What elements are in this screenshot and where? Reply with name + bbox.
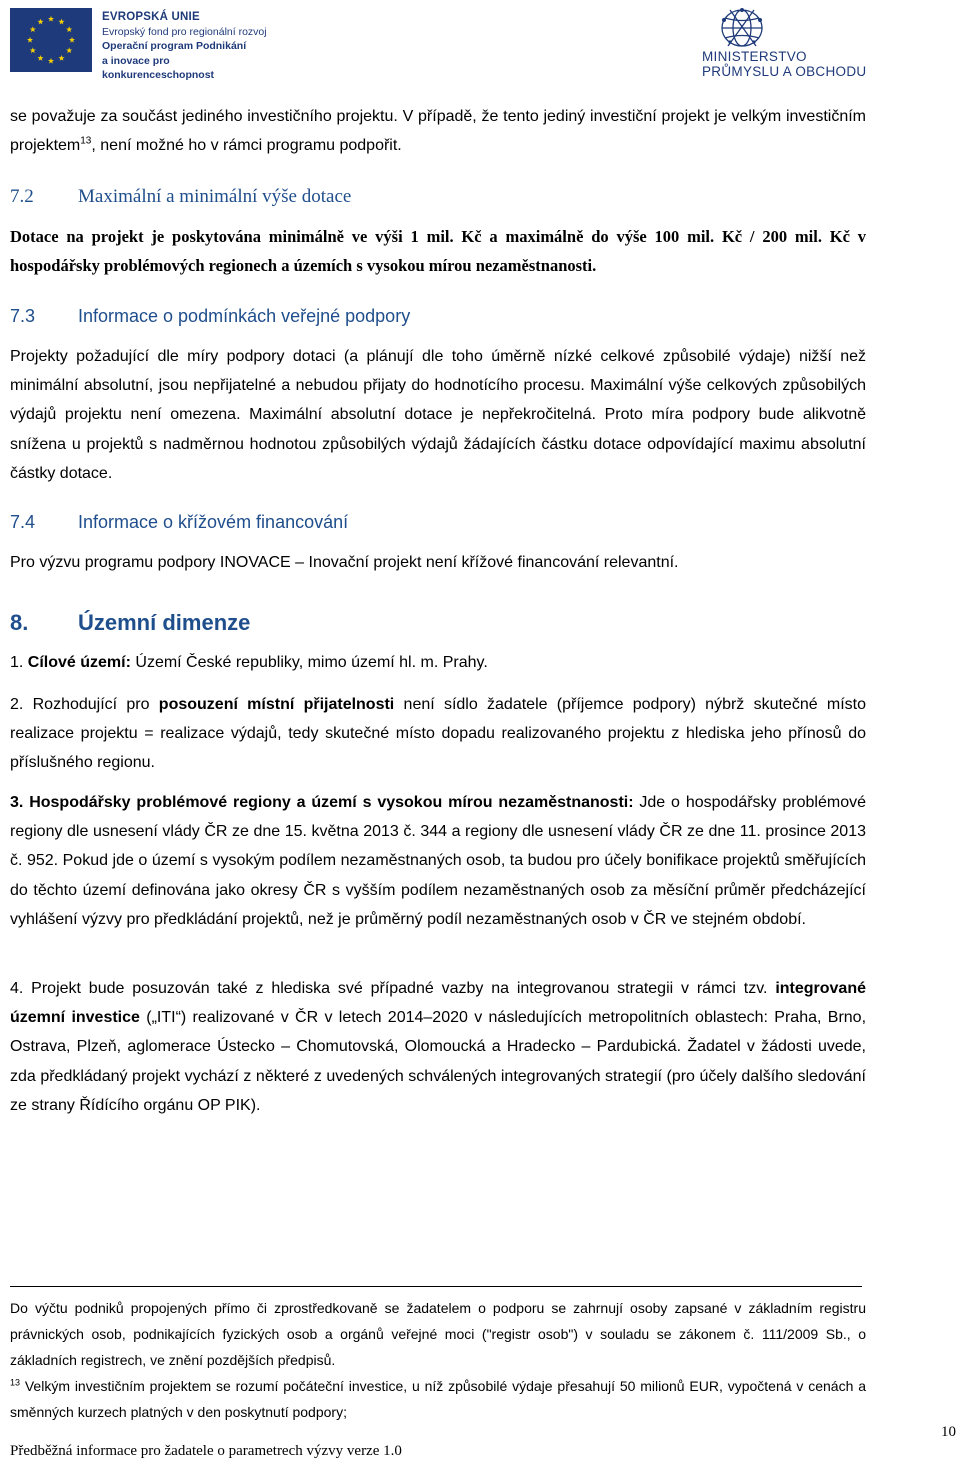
list-item-3-text: Jde o hospodářsky problémové regiony dle usnesení vlády ČR ze dne 15. května 2013 č. 344 a regiony dle usnesení vlády ČR ze dne 11. prosince 2013 č. 952. Pokud jde o území s vysokým podílem nezaměstnaných osob, ta budou pro účely bonifikace projektů směřujících do těchto území definována jako okresy ČR s vyšším podílem nezaměstnaných osob za měsíční průměr předcházející vyhlášení výzvy pro předkládání projektů, než je průměrný podíl nezaměstnaných osob v ČR ve stejném období.	[10, 794, 866, 928]
footnote-13	[10, 1373, 866, 1425]
footnote-separator	[10, 1286, 862, 1287]
footnote-13-text: Velkým investičním projektem se rozumí počáteční investice, u níž způsobilé výdaje přesahují 50 milionů EUR, vypočtená v cenách a směnných kurzech platných v den poskytnutí podpory;	[10, 1378, 866, 1420]
paragraph-intro	[10, 102, 866, 160]
list-item-3	[10, 788, 866, 934]
paragraph-intro-text-b: , není možné ho v rámci programu podpořit.	[91, 137, 402, 155]
footnote-ref-13: 13	[80, 135, 92, 147]
heading-7-2-number: 7.2	[10, 186, 34, 207]
footnote-12: Do výčtu podniků propojených přímo či zprostředkovaně se žadatelem o podporu se zahrnují osoby zapsané v základním registru právnických osob, podnikajících fyzických osob a orgánů veřejné moci ("registr osob") v souladu se zákonem č. 111/2009 Sb., o základních registrech, ve znění pozdějších předpisů.	[10, 1300, 866, 1368]
list-item-1-text: Území České republiky, mimo území hl. m. Prahy.	[130, 654, 488, 671]
eu-logo-line2: Evropský fond pro regionální rozvoj	[102, 25, 267, 38]
ministry-logo-line1: MINISTERSTVO	[702, 49, 807, 64]
list-item-2-text-b: není sídlo žadatele (příjemce podpory) nýbrž skutečné místo realizace projektu = realizace výdajů, tedy skutečné místo dopadu realizovaného projektu z hlediska jeho přínosů do příslušného regionu.	[10, 696, 867, 772]
eu-logo-line1: EVROPSKÁ UNIE	[102, 11, 200, 23]
paragraph-7-4: Pro výzvu programu podpory INOVACE – Inovační projekt není křížové financování relevantní.	[10, 554, 679, 571]
eu-flag-icon	[10, 8, 92, 72]
list-item-4-bold: integrované územní investice	[10, 980, 866, 1027]
eu-logo-line4: a inovace pro konkurenceschopnost	[102, 54, 215, 81]
footnote-13-marker: 13	[10, 1377, 21, 1388]
paragraph-7-2: Dotace na projekt je poskytována minimálně ve výši 1 mil. Kč a maximálně do výše 100 mil. Kč / 200 mil. Kč v hospodářsky problémových regionech a územích s vysokou mírou nezaměstnanosti.	[10, 227, 866, 276]
eu-logo-text	[102, 10, 272, 83]
ministry-logo	[700, 4, 867, 80]
ministry-logo-line2: PRŮMYSLU A OBCHODU	[702, 63, 867, 79]
list-item-4-text-b: („ITI“) realizované v ČR v letech 2014–2020 v následujících metropolitních oblastech: Praha, Brno, Ostrava, Plzeň, aglomerace Ústecko – Chomutovská, Olomoucká a Hradecko – Pardubická. Žadatel v žádosti uvede, zda předkládaný projekt vychází z některé z uvedených schválených integrovaných strategií (pro účely dalšího sledování ze strany Řídícího orgánu OP PIK).	[10, 1009, 867, 1114]
list-item-3-bold: 3. Hospodářsky problémové regiony a území s vysokou mírou nezaměstnanosti:	[10, 794, 634, 811]
heading-8-number: 8.	[10, 610, 29, 635]
list-item-4-text-a: 4. Projekt bude posuzován také z hlediska své případné vazby na integrovanou strategii v rámci tzv.	[10, 980, 776, 997]
globe-icon	[700, 4, 784, 48]
list-item-1	[10, 648, 866, 677]
ministry-logo-text	[702, 50, 866, 79]
list-item-2-bold: posouzení místní přijatelnosti	[158, 696, 395, 713]
eu-logo	[10, 6, 270, 81]
page-number: 10	[941, 1424, 956, 1440]
list-item-2	[10, 690, 866, 778]
list-item-2-text-a: 2. Rozhodující pro	[10, 696, 159, 713]
footer-text: Předběžná informace pro žadatele o parametrech výzvy verze 1.0	[10, 1443, 402, 1459]
eu-logo-line3: Operační program Podnikání	[102, 40, 247, 52]
list-item-1-bold: Cílové území:	[27, 654, 131, 671]
list-item-4	[10, 974, 866, 1120]
heading-7-3-number: 7.3	[10, 306, 36, 326]
heading-7-4	[10, 512, 870, 542]
heading-8-title: Územní dimenze	[78, 610, 251, 635]
list-item-1-number: 1.	[10, 654, 24, 671]
paragraph-7-3: Projekty požadující dle míry podpory dotaci (a plánují dle toho úměrně nízké celkové způsobilé výdaje) nižší než minimální absolutní, jsou nepřijatelné a nebudou přijaty do hodnotícího procesu. Maximální výše celkových způsobilých výdajů projektu není omezena. Maximální absolutní dotace je nepřekročitelná. Proto míra podpory bude alikvotně snížena u projektů s nadměrnou hodnotou způsobilých výdajů žádajících částku dotace odpovídající maximu absolutní částky dotace.	[10, 348, 866, 482]
heading-7-4-title: Informace o křížovém financování	[78, 512, 349, 532]
heading-7-3-title: Informace o podmínkách veřejné podpory	[78, 306, 411, 326]
heading-8	[10, 610, 870, 640]
heading-7-2	[10, 186, 870, 216]
paragraph-intro-text-a: se považuje za součást jediného investičního projektu. V případě, že tento jediný investiční projekt je velkým investičním projektem	[10, 108, 866, 155]
heading-7-4-number: 7.4	[10, 512, 36, 532]
heading-7-3	[10, 306, 870, 336]
heading-7-2-title: Maximální a minimální výše dotace	[78, 186, 352, 207]
